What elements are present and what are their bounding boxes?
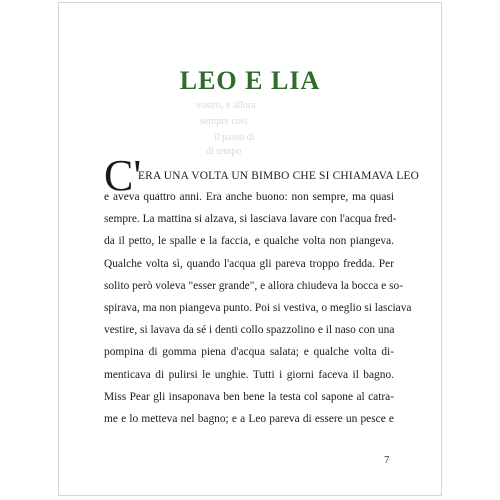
opening-line-text: ERA UNA VOLTA UN BIMBO CHE SI CHIAMAVA LEO bbox=[138, 170, 420, 182]
text-line: solito però voleva "esser grande", e allora chiudeva la bocca e so- bbox=[104, 279, 404, 292]
chapter-title: LEO E LIA bbox=[179, 66, 321, 95]
text-line: me e lo metteva nel bagno; e a Leo pareva di essere un pesce e bbox=[104, 412, 394, 425]
bleed-through-text: sempre cosi bbox=[200, 116, 248, 127]
text-line: menticava di pulirsi le unghie. Tutti i giorni faceva il bagno. bbox=[104, 368, 394, 381]
bleed-through-text: il passo di bbox=[214, 132, 255, 143]
bleed-through-text: di tempo bbox=[206, 146, 242, 157]
text-line: vestire, si lavava da sé i denti collo spazzolino e il naso con una bbox=[104, 324, 395, 337]
text-line: da il petto, le spalle e la faccia, e qualche volta non piangeva. bbox=[104, 235, 394, 248]
text-line: Qualche volta sì, quando l'acqua gli pareva troppo fredda. Per bbox=[104, 257, 394, 270]
page-number: 7 bbox=[384, 454, 390, 466]
drop-cap: C' bbox=[104, 151, 142, 200]
text-line: e aveva quattro anni. Era anche buono: non sempre, ma quasi bbox=[104, 191, 394, 203]
text-line: sempre. La mattina si alzava, si lasciava lavare con l'acqua fred- bbox=[104, 213, 397, 226]
text-line: pompina di gomma piena d'acqua salata; e qualche volta di- bbox=[104, 346, 394, 359]
text-line: Miss Pear gli insaponava ben bene la testa col sapone al catra- bbox=[104, 390, 394, 403]
text-line: spirava, ma non piangeva punto. Poi si vestiva, o meglio si lasciava bbox=[104, 301, 412, 314]
bleed-through-text: vostro, e allora bbox=[196, 100, 256, 111]
